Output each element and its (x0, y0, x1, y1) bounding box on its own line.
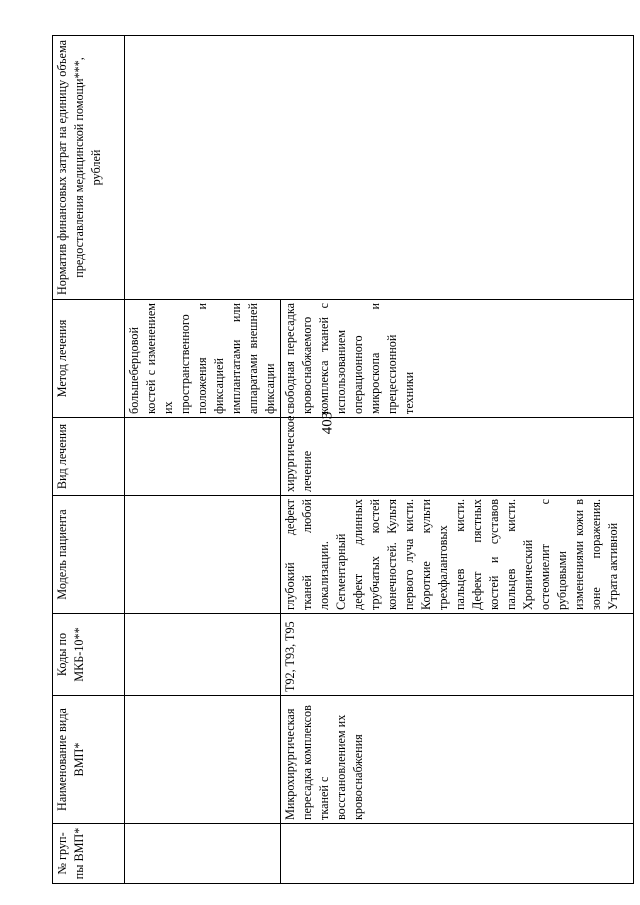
header-method: Метод лечения (53, 300, 125, 418)
cell-group (125, 824, 281, 884)
cell-type: хирургическое лечение (281, 418, 634, 496)
cell-type (125, 418, 281, 496)
cell-method: большеберцовой костей с изменением их пространственного положения и фиксацией имплантатами или аппаратами внешней фиксации (125, 300, 281, 418)
cell-model (125, 496, 281, 614)
cell-method: свободная пересадка кровоснабжаемого комплекса тканей с использованием операционного микроскопа и прецессионной техники (281, 300, 634, 418)
cell-name: Микрохирургическая пересадка комплексов тканей с восстановлением их кровоснабжения (281, 696, 634, 824)
cell-model: глубокий дефект тканей любой локализации. Сегментарный дефект длинных трубчатых костей конечностей. Культя первого луча кисти. Короткие культи трехфаланговых пальцев кисти. Дефект пястных костей и суставов пальцев кисти. Хронический остеомиелит с рубцовыми изменениями кожи в зоне поражения. Утрата активной (281, 496, 634, 614)
header-codes: Коды по МКБ-10** (53, 614, 125, 696)
cell-codes (125, 614, 281, 696)
table-row (125, 36, 281, 884)
page-number: 403 (319, 411, 336, 435)
rotated-page (52, 36, 620, 884)
cell-name (125, 696, 281, 824)
cell-codes: T92, T93, T95 (281, 614, 634, 696)
header-group: № груп-пы ВМП* (53, 824, 125, 884)
cell-norm (125, 36, 634, 300)
table-header-row (53, 36, 125, 884)
header-norm: Норматив финансовых затрат на единицу объема предоставления медицинской помощи***, рублей (53, 36, 125, 300)
header-name: Наименование вида ВМП* (53, 696, 125, 824)
header-type: Вид лечения (53, 418, 125, 496)
cell-group (281, 824, 634, 884)
vmp-table (52, 35, 634, 884)
header-model: Модель пациента (53, 496, 125, 614)
